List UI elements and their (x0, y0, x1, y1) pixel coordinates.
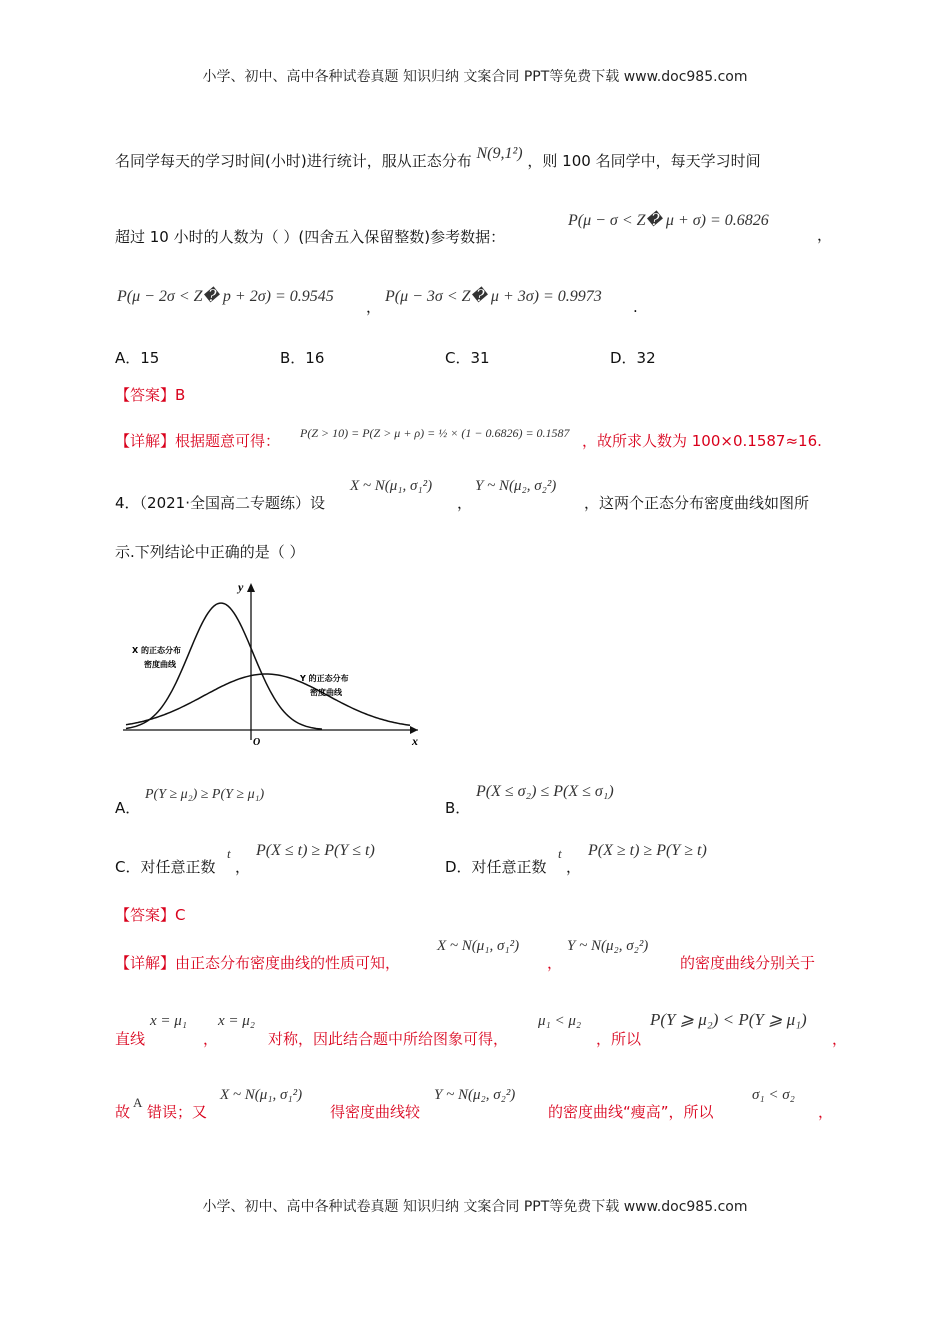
q3-normal-dist-formula: N(9,1²) (476, 145, 523, 162)
y-curve-label-1: Y 的正态分布 (300, 674, 349, 683)
q4-detail-sep: ， (547, 954, 563, 972)
q4-option-d-comma: ， (566, 858, 582, 876)
q4-detail-mu-compare: μ₁ < μ₂ (538, 1013, 582, 1029)
q4-detail-line1-b: 的密度曲线分别关于 (680, 954, 816, 972)
q4-stem-b: ，这两个正态分布密度曲线如图所 (584, 494, 810, 512)
q3-option-a: A．15 (115, 349, 160, 367)
x-curve-label-2: 密度曲线 (144, 660, 176, 669)
q4-detail-option-a-ref: A (133, 1095, 143, 1110)
q4-detail-line3-x-dist: X ~ N(μ₁, σ₁²) (220, 1087, 303, 1103)
y-curve-label-2: 密度曲线 (310, 688, 342, 697)
q3-option-b: B．16 (280, 349, 325, 367)
q4-detail-line-mu2: x = μ₂ (218, 1013, 256, 1029)
q3-line1-text-b: ，则 100 名同学中，每天学习时间 (527, 152, 761, 170)
q4-option-d-t: t (558, 846, 562, 861)
q4-detail-x-dist: X ~ N(μ₁, σ₁²) (437, 938, 520, 954)
page-footer: 小学、初中、高中各种试卷真题 知识归纳 文案合同 PPT等免费下载 www.doc985.com (202, 1199, 748, 1215)
q3-line3-end: . (633, 298, 638, 316)
q4-option-b-label: B． (445, 799, 471, 817)
q3-option-d: D．32 (610, 349, 656, 367)
q4-option-a-formula: P(Y ≥ μ₂) ≥ P(Y ≥ μ₁) (145, 787, 265, 802)
x-curve-label-1: X 的正态分布 (132, 646, 181, 655)
y-axis-arrow-icon (247, 583, 255, 592)
q4-detail-sigma-compare: σ₁ < σ₂ (752, 1087, 795, 1103)
q4-answer: 【答案】C (115, 906, 186, 924)
q4-detail-line2-c: ，所以 (596, 1030, 642, 1048)
q4-detail-line3-a: 故 (115, 1103, 131, 1121)
q4-option-c-formula: P(X ≤ t) ≥ P(Y ≤ t) (256, 842, 375, 859)
q4-stem-y-dist: Y ~ N(μ₂, σ₂²) (475, 478, 557, 494)
q4-option-c-t: t (227, 846, 231, 861)
q4-option-c-label: C．对任意正数 (115, 858, 216, 876)
q4-stem-c: 示.下列结论中正确的是（ ） (115, 543, 305, 561)
q3-detail-label: 【详解】根据题意可得： (115, 432, 281, 450)
q3-option-c: C．31 (445, 349, 490, 367)
x-axis-arrow-icon (410, 726, 418, 734)
x-axis-label: x (412, 734, 418, 748)
q4-detail-line2-sep: ， (203, 1030, 219, 1048)
q4-option-a-label: A． (115, 799, 141, 817)
q4-option-c-comma: ， (235, 858, 251, 876)
q3-ref-formula-1: P(μ − σ < Z� μ + σ) = 0.6826 (568, 212, 769, 229)
q4-stem-a: 4．（2021·全国高二专题练）设 (115, 494, 325, 512)
q3-line2-comma: ， (817, 226, 833, 244)
q3-ref-formula-3: P(μ − 3σ < Z� μ + 3σ) = 0.9973 (385, 288, 602, 305)
q4-option-d-formula: P(X ≥ t) ≥ P(Y ≥ t) (588, 842, 707, 859)
q4-option-b-formula: P(X ≤ σ₂) ≤ P(X ≤ σ₁) (476, 783, 614, 800)
q4-stem-sep: ， (457, 494, 473, 512)
q4-density-figure (118, 575, 428, 750)
q4-stem-x-dist: X ~ N(μ₁, σ₁²) (350, 478, 433, 494)
q4-detail-line3-c: 得密度曲线较 (330, 1103, 421, 1121)
origin-label: O (253, 737, 261, 748)
q4-detail-line3-y-dist: Y ~ N(μ₂, σ₂²) (434, 1087, 516, 1103)
q4-detail-line2-a: 直线 (115, 1030, 146, 1048)
q3-detail-formula: P(Z > 10) = P(Z > μ + ρ) = ½ × (1 − 0.6826) = 0.1587 (300, 426, 570, 440)
q4-detail-line3-b: 错误；又 (147, 1103, 208, 1121)
q4-detail-line3-end: ， (818, 1103, 834, 1121)
page-header: 小学、初中、高中各种试卷真题 知识归纳 文案合同 PPT等免费下载 www.doc985.com (202, 69, 748, 85)
y-axis-label: y (238, 580, 244, 594)
q4-detail-line1-a: 【详解】由正态分布密度曲线的性质可知， (115, 954, 401, 972)
q4-detail-line2-b: 对称，因此结合题中所给图象可得， (268, 1030, 509, 1048)
q4-detail-prob-compare: P(Y ⩾ μ₂) < P(Y ⩾ μ₁) (650, 1010, 807, 1029)
q3-answer: 【答案】B (115, 386, 186, 404)
q4-detail-line-mu1: x = μ₁ (150, 1013, 188, 1029)
q3-line1-text-a: 名同学每天的学习时间(小时)进行统计，服从正态分布 (115, 152, 472, 170)
q4-detail-line2-end: ， (832, 1030, 848, 1048)
q4-detail-y-dist: Y ~ N(μ₂, σ₂²) (567, 938, 649, 954)
q4-detail-line3-d: 的密度曲线“瘦高”，所以 (548, 1103, 714, 1121)
q3-line1 (115, 145, 761, 171)
y-density-curve (126, 674, 410, 725)
q3-detail-end: ，故所求人数为 100×0.1587≈16. (582, 432, 822, 450)
q4-option-d-label: D．对任意正数 (445, 858, 547, 876)
q3-line2: 超过 10 小时的人数为（ ）(四舍五入保留整数)参考数据： (115, 228, 506, 246)
q3-line3-sep: ， (366, 298, 382, 316)
q3-ref-formula-2: P(μ − 2σ < Z� p + 2σ) = 0.9545 (117, 288, 334, 305)
